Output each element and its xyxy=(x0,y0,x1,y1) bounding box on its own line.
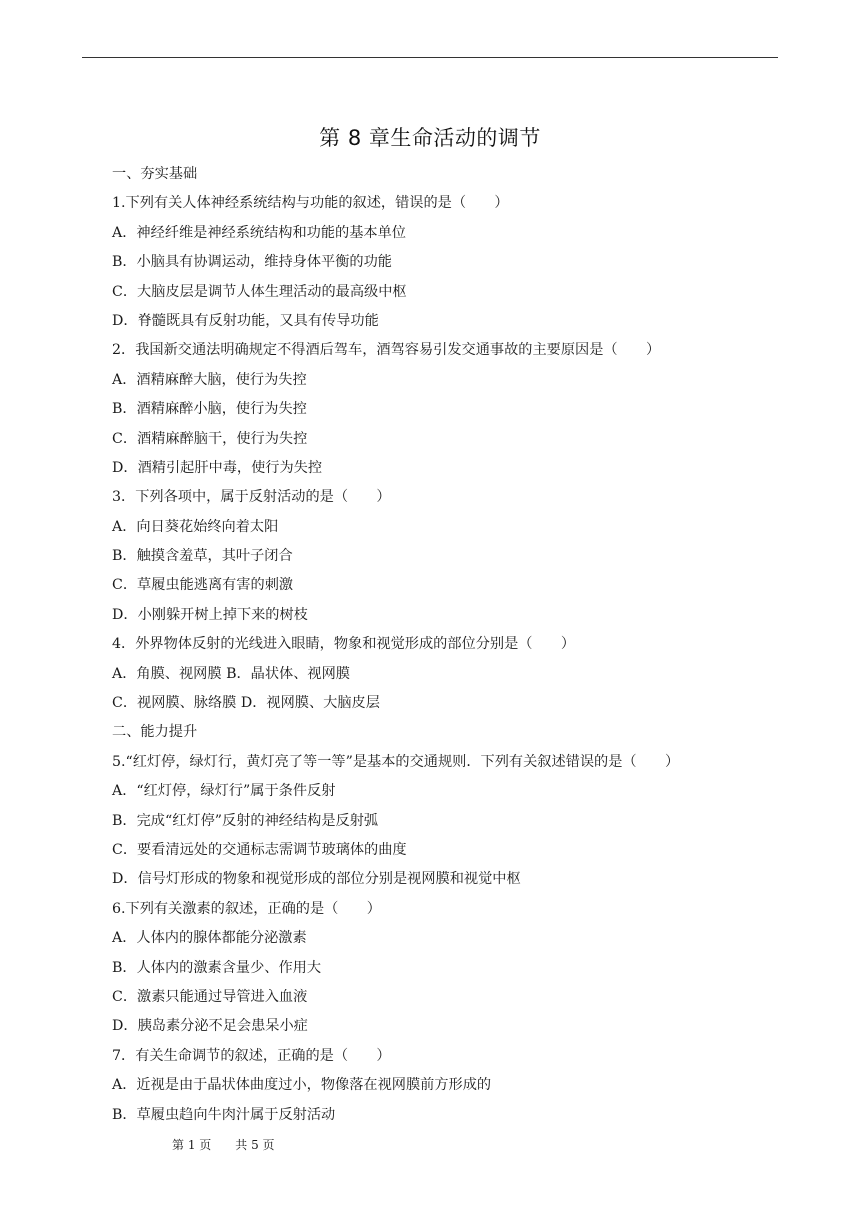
text-line: B．完成“红灯停”反射的神经结构是反射弧 xyxy=(112,812,379,829)
text-line: A．近视是由于晶状体曲度过小，物像落在视网膜前方形成的 xyxy=(112,1077,492,1094)
text-line: 一、夯实基础 xyxy=(112,166,198,182)
text-line: 二、能力提升 xyxy=(112,724,198,741)
text-line: D．小刚躲开树上掉下来的树枝 xyxy=(112,606,308,623)
header-rule xyxy=(82,57,778,58)
text-line: 4．外界物体反射的光线进入眼睛，物象和视觉形成的部位分别是（ ） xyxy=(112,636,576,653)
page-footer: 第 1 页 共 5 页 xyxy=(172,1138,275,1152)
text-line: C．激素只能通过导管进入血液 xyxy=(112,988,308,1005)
text-line: B．小脑具有协调运动，维持身体平衡的功能 xyxy=(112,254,392,271)
text-line: C．要看清远处的交通标志需调节玻璃体的曲度 xyxy=(112,841,407,858)
text-line: B．草履虫趋向牛肉汁属于反射活动 xyxy=(112,1106,336,1123)
text-line: 7．有关生命调节的叙述，正确的是（ ） xyxy=(112,1047,391,1064)
text-line: D．酒精引起肝中毒，使行为失控 xyxy=(112,459,323,476)
text-line: B．人体内的激素含量少、作用大 xyxy=(112,959,322,976)
text-line: A．“红灯停，绿灯行”属于条件反射 xyxy=(112,783,336,800)
text-line: A．角膜、视网膜 B．晶状体、视网膜 xyxy=(112,665,350,682)
text-line: 2．我国新交通法明确规定不得酒后驾车，酒驾容易引发交通事故的主要原因是（ ） xyxy=(112,342,661,359)
text-line: 1.下列有关人体神经系统结构与功能的叙述，错误的是（ ） xyxy=(112,195,509,212)
text-line: B．触摸含羞草，其叶子闭合 xyxy=(112,548,293,565)
text-line: 6.下列有关激素的叙述，正确的是（ ） xyxy=(112,900,381,917)
text-line: 3．下列各项中，属于反射活动的是（ ） xyxy=(112,489,391,506)
text-line: A．酒精麻醉大脑，使行为失控 xyxy=(112,371,307,388)
text-line: 5.“红灯停，绿灯行，黄灯亮了等一等”是基本的交通规则．下列有关叙述错误的是（ ） xyxy=(112,753,680,770)
text-line: C．视网膜、脉络膜 D．视网膜、大脑皮层 xyxy=(112,695,380,712)
text-line: C．酒精麻醉脑干，使行为失控 xyxy=(112,430,308,447)
text-line: A．向日葵花始终向着太阳 xyxy=(112,518,279,535)
document-body xyxy=(112,160,792,1130)
text-line: D．信号灯形成的物象和视觉形成的部位分别是视网膜和视觉中枢 xyxy=(112,871,521,888)
text-line: D．胰岛素分泌不足会患呆小症 xyxy=(112,1018,308,1035)
text-line: C．大脑皮层是调节人体生理活动的最高级中枢 xyxy=(112,283,407,300)
text-line: B．酒精麻醉小脑，使行为失控 xyxy=(112,401,307,418)
text-line: A．神经纤维是神经系统结构和功能的基本单位 xyxy=(112,224,406,241)
text-line: C．草履虫能逃离有害的刺激 xyxy=(112,577,294,594)
page-title: 第 8 章生命活动的调节 xyxy=(319,126,541,150)
text-line: D．脊髓既具有反射功能，又具有传导功能 xyxy=(112,312,379,329)
text-line: A．人体内的腺体都能分泌激素 xyxy=(112,930,307,947)
